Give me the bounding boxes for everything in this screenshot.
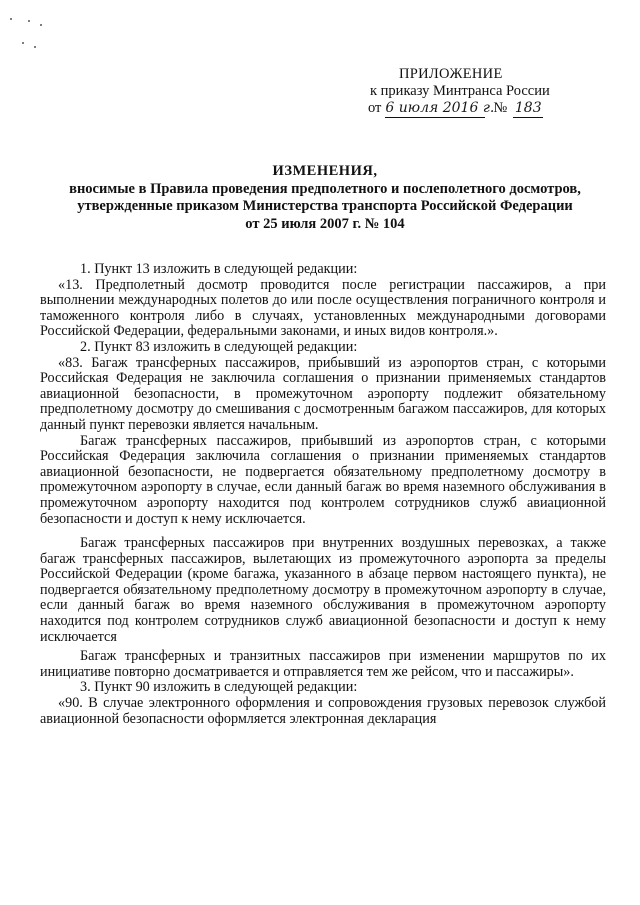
paragraph-item-2: 2. Пункт 83 изложить в следующей редакции: (80, 338, 358, 355)
paragraph-item-1: 1. Пункт 13 изложить в следующей редакции: (80, 261, 358, 277)
scan-specks (10, 12, 50, 52)
heading-line: вносимые в Правила проведения предполетного и послеполетного досмотров, (69, 180, 581, 197)
document-heading (40, 163, 610, 233)
paragraph-quote-83: «83. Багаж трансферных пассажиров, прибывший из аэропортов стран, с которыми Российская Федерация не заключила соглашения о признании применяемых стандартов авиационной безопасности, в промежуточном аэропорту подлежит обязательному предполетному досмотру до смешивания с досмотренным багажом пассажиров, для которых данный пункт перевозки является начальным. (40, 354, 606, 433)
scan-speck (28, 20, 30, 22)
document-body (40, 262, 606, 727)
paragraph-quote-90: «90. В случае электронного оформления и сопровождения грузовых перевозок службой авиационной безопасности оформляется электронная декларация (40, 695, 606, 727)
paragraph-item-3: 3. Пункт 90 изложить в следующей редакции: (80, 679, 358, 696)
scan-speck (22, 42, 24, 44)
scan-speck (40, 24, 42, 26)
appendix-order: к приказу Минтранса России (370, 83, 550, 99)
paragraph-text: Багаж трансферных и транзитных пассажиров при изменении маршрутов по их инициативе повторно досматривается и отправляется тем же рейсом, что и пассажиры». (40, 648, 606, 680)
heading-line: от 25 июля 2007 г. № 104 (245, 215, 405, 232)
handwritten-date: 6 июля 2016 г. (385, 100, 495, 116)
paragraph-text: Багаж трансферных пассажиров, прибывший из аэропортов стран, с которыми Российская Федерация заключила соглашения о признании применяемых стандартов авиационной безопасности, не подвергается обязательному предполетному досмотру в промежуточном аэропорту в случае, если данный багаж во время наземного обслуживания в промежуточном аэропорту находится под контролем сотрудников служб авиационной безопасности и доступ к нему исключается. (40, 432, 606, 527)
appendix-dateline (368, 100, 598, 118)
scan-speck (34, 46, 36, 48)
heading-line: утвержденные приказом Министерства транспорта Российской Федерации (77, 198, 573, 214)
date-prefix: от (368, 100, 382, 116)
scan-speck (10, 18, 12, 20)
number-sign: № (493, 100, 508, 116)
paragraph-text: Багаж трансферных пассажиров при внутренних воздушных перевозках, а также багаж трансферных пассажиров, вылетающих из промежуточного аэропорта за пределы Российской Федерации (кроме багажа, указанного в абзаце первом настоящего пункта), не подвергается обязательному предполетному досмотру в промежуточном аэропорту в случае, если данный багаж во время наземного обслуживания в промежуточном аэропорту находится под контролем сотрудников служб авиационной безопасности и доступ к нему исключается (40, 535, 606, 645)
appendix-title: ПРИЛОЖЕНИЕ (399, 66, 503, 82)
heading-title: ИЗМЕНЕНИЯ, (272, 163, 378, 179)
paragraph-quote-13: «13. Предполетный досмотр проводится после регистрации пассажиров, а при выполнении международных полетов до или после осуществления пограничного контроля и таможенного контроля либо в случаях, установленных международными договорами Российской Федерации, федеральными законами, и иных видов контроля.». (40, 276, 606, 340)
handwritten-number: 183 (514, 100, 542, 116)
appendix-block (368, 66, 598, 118)
